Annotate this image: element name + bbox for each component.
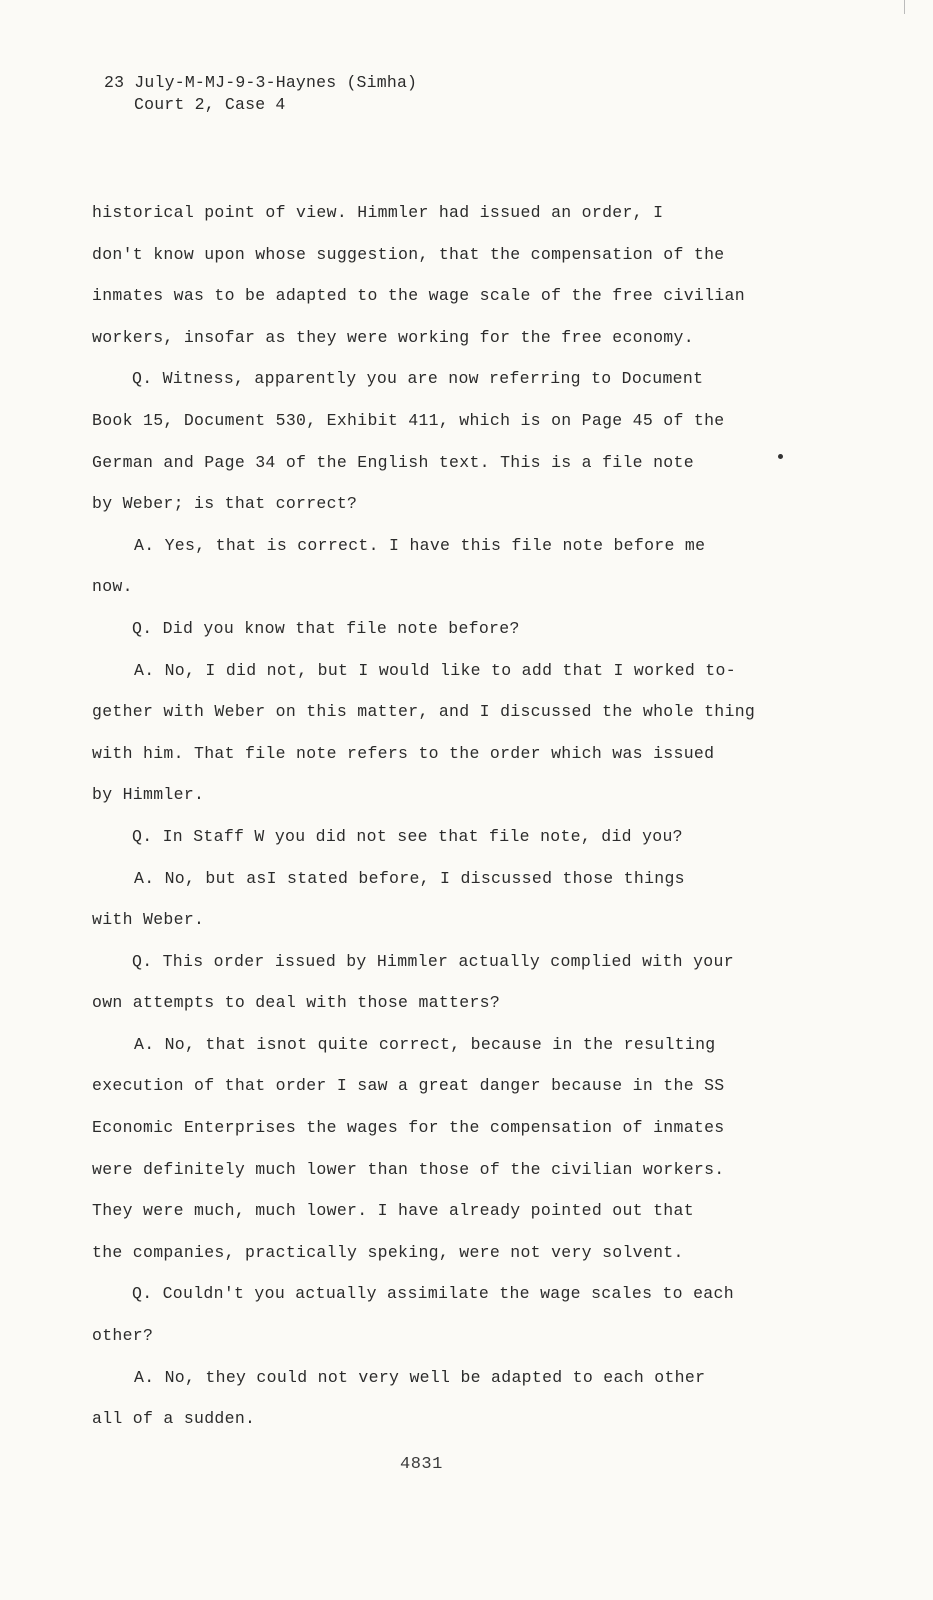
text-line: Book 15, Document 530, Exhibit 411, which is on Page 45 of the: [92, 410, 725, 430]
answer-line: A. No, that isnot quite correct, because in the resulting: [134, 1034, 716, 1054]
text-line: with Weber.: [92, 910, 205, 930]
text-line: Economic Enterprises the wages for the compensation of inmates: [92, 1118, 725, 1138]
text-line: now.: [92, 577, 133, 597]
question-line: Q. Couldn't you actually assimilate the wage scales to each: [132, 1284, 734, 1304]
answer-line: A. No, but asI stated before, I discussed those things: [134, 868, 685, 888]
text-line: German and Page 34 of the English text. This is a file note: [92, 452, 694, 472]
text-line: by Himmler.: [92, 785, 205, 805]
page-number: 4831: [400, 1455, 443, 1474]
text-line: execution of that order I saw a great danger because in the SS: [92, 1076, 725, 1096]
text-line: inmates was to be adapted to the wage scale of the free civilian: [92, 286, 745, 306]
text-line: They were much, much lower. I have already pointed out that: [92, 1201, 694, 1221]
transcript-body: [92, 192, 862, 1440]
question-line: Q. Witness, apparently you are now referring to Document: [132, 369, 704, 389]
text-line: historical point of view. Himmler had issued an order, I: [92, 203, 664, 222]
header-line-1: 23 July-M-MJ-9-3-Haynes (Simha): [104, 73, 418, 92]
text-line: with him. That file note refers to the order which was issued: [92, 743, 715, 763]
text-line: by Weber; is that correct?: [92, 494, 358, 514]
answer-line: A. Yes, that is correct. I have this file note before me: [134, 535, 706, 555]
header-line-2: Court 2, Case 4: [134, 95, 286, 114]
answer-line: A. No, I did not, but I would like to add that I worked to-: [134, 660, 736, 680]
text-line: the companies, practically speking, were not very solvent.: [92, 1242, 684, 1262]
text-line: were definitely much lower than those of the civilian workers.: [92, 1159, 725, 1179]
question-line: Q. This order issued by Himmler actually complied with your: [132, 951, 734, 971]
question-line: Q. Did you know that file note before?: [132, 618, 520, 638]
edge-mark: [904, 0, 905, 14]
margin-dot: [778, 454, 783, 459]
text-line: don't know upon whose suggestion, that the compensation of the: [92, 244, 725, 264]
question-line: Q. In Staff W you did not see that file note, did you?: [132, 826, 683, 846]
text-line: gether with Weber on this matter, and I discussed the whole thing: [92, 702, 756, 722]
text-line: workers, insofar as they were working for the free economy.: [92, 327, 694, 347]
answer-line: A. No, they could not very well be adapted to each other: [134, 1367, 706, 1387]
page-header: [104, 72, 417, 116]
text-line: other?: [92, 1326, 154, 1346]
text-line: own attempts to deal with those matters?: [92, 993, 501, 1013]
text-line: all of a sudden.: [92, 1409, 256, 1429]
